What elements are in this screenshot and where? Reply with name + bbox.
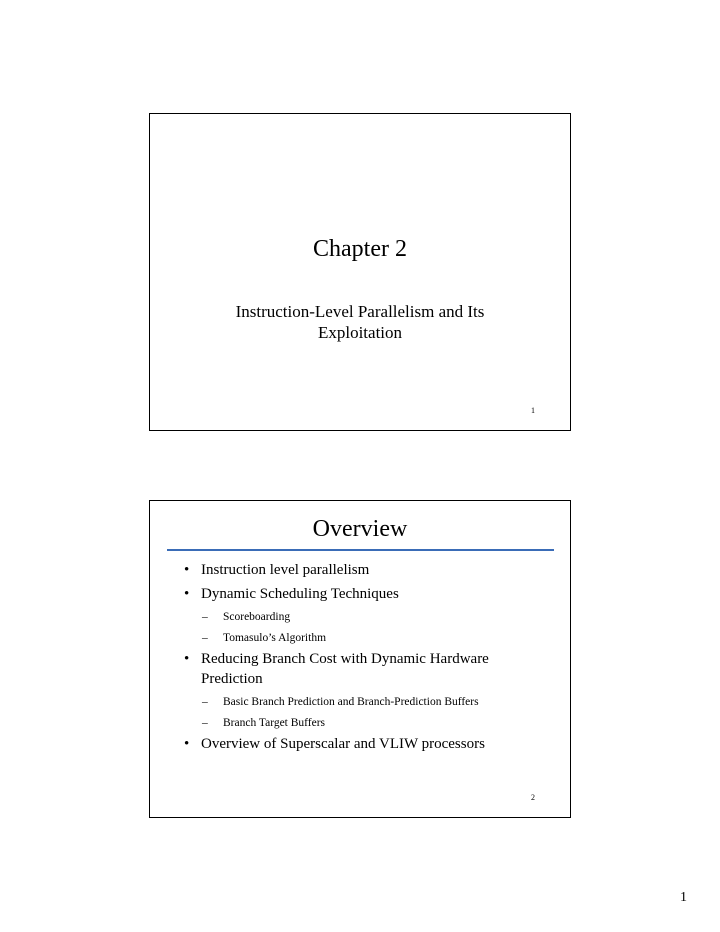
bullet-text: Overview of Superscalar and VLIW processors [201, 736, 485, 752]
bullet-marker: • [184, 585, 190, 602]
page-number: 1 [680, 890, 687, 905]
slide-2-number: 2 [531, 793, 535, 802]
bullet-item [171, 650, 551, 689]
sub-bullet-item [171, 716, 551, 730]
sub-bullet-marker: – [202, 717, 208, 729]
sub-bullet-marker: – [202, 632, 208, 644]
slide-1-title: Chapter 2 [313, 236, 407, 262]
bullet-text-line-2: Prediction [201, 670, 263, 687]
sub-bullet-text: Basic Branch Prediction and Branch-Prediction Buffers [223, 696, 479, 708]
slide-1-subtitle-line-2: Exploitation [317, 323, 403, 342]
bullet-item [171, 561, 551, 581]
bullet-marker: • [184, 651, 190, 667]
sub-bullet-text: Scoreboarding [223, 611, 291, 623]
bullet-item [171, 735, 551, 755]
slide-1 [149, 113, 571, 431]
bullet-item [171, 585, 551, 605]
slide-1-subtitle-line-1: Instruction-Level Parallelism and Its [235, 302, 485, 321]
sub-bullet-item [171, 695, 551, 709]
sub-bullet-item [171, 631, 551, 645]
bullet-text: Dynamic Scheduling Techniques [201, 585, 399, 602]
slide-2-title: Overview [312, 516, 408, 542]
sub-bullet-marker: – [202, 696, 208, 708]
bullet-text-line-1: Reducing Branch Cost with Dynamic Hardware [201, 651, 489, 667]
sub-bullet-marker: – [202, 611, 208, 623]
title-underline [167, 549, 554, 551]
sub-bullet-text: Tomasulo’s Algorithm [223, 632, 327, 644]
sub-bullet-text: Branch Target Buffers [223, 717, 326, 729]
sub-bullet-item [171, 610, 551, 624]
bullet-text: Instruction level parallelism [201, 562, 370, 578]
bullet-marker: • [184, 736, 190, 752]
slide-2 [149, 500, 571, 818]
slide-1-number: 1 [531, 406, 535, 415]
slide-1-subtitle [190, 301, 530, 343]
bullet-list [171, 561, 551, 759]
bullet-marker: • [184, 562, 190, 578]
